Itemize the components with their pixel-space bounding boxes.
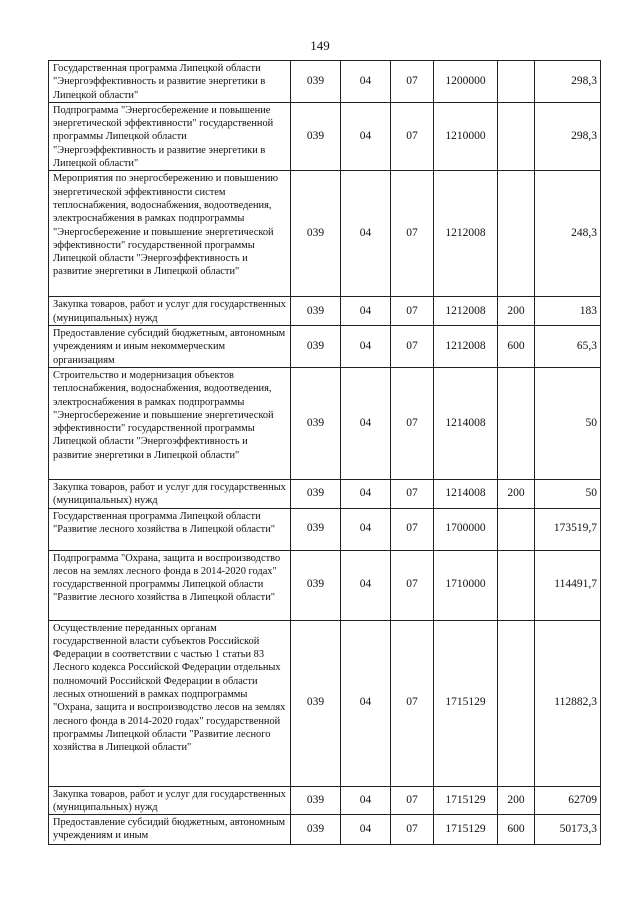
target-code: 1710000	[434, 550, 498, 620]
expense-type-code	[498, 61, 535, 103]
row-description: Строительство и модернизация объектов теплоснабжения, водоснабжения, водоотведения, электроснабжения в рамках подпрограммы "Энергосбережение и повышение энергетической эффективности" государственной программы Липецкой области "Энергоэффективность и развитие энергетики в Липецкой области"	[49, 367, 291, 479]
row-description: Закупка товаров, работ и услуг для государственных (муниципальных) нужд	[49, 297, 291, 326]
ministry-code: 039	[291, 297, 341, 326]
row-description: Подпрограмма "Энергосбережение и повышение энергетической эффективности" государственной программы Липецкой области "Энергоэффективность и развитие энергетики в Липецкой области"	[49, 102, 291, 170]
subsection-code: 07	[391, 325, 434, 367]
target-code: 1200000	[434, 61, 498, 103]
subsection-code: 07	[391, 297, 434, 326]
table-row	[49, 620, 601, 786]
ministry-code: 039	[291, 786, 341, 815]
amount: 298,3	[535, 61, 601, 103]
row-description: Подпрограмма "Охрана, защита и воспроизводство лесов на землях лесного фонда в 2014-2020 годах" государственной программы Липецкой области "Развитие лесного хозяйства в Липецкой области"	[49, 550, 291, 620]
target-code: 1715129	[434, 815, 498, 845]
row-description: Мероприятия по энергосбережению и повышению энергетической эффективности систем теплоснабжения, водоснабжения, водоотведения, электроснабжения в рамках подпрограммы "Энергосбережение и повышение энергетической эффективности" государственной программы Липецкой области "Энергоэффективность и развитие энергетики в Липецкой области"	[49, 171, 291, 297]
ministry-code: 039	[291, 620, 341, 786]
ministry-code: 039	[291, 61, 341, 103]
expense-type-code	[498, 102, 535, 170]
expense-type-code	[498, 367, 535, 479]
section-code: 04	[341, 620, 391, 786]
subsection-code: 07	[391, 815, 434, 845]
target-code: 1214008	[434, 479, 498, 508]
section-code: 04	[341, 815, 391, 845]
target-code: 1212008	[434, 297, 498, 326]
section-code: 04	[341, 367, 391, 479]
subsection-code: 07	[391, 171, 434, 297]
section-code: 04	[341, 61, 391, 103]
subsection-code: 07	[391, 102, 434, 170]
table-row	[49, 325, 601, 367]
ministry-code: 039	[291, 367, 341, 479]
ministry-code: 039	[291, 171, 341, 297]
table-row	[49, 508, 601, 550]
table-row	[49, 479, 601, 508]
subsection-code: 07	[391, 786, 434, 815]
ministry-code: 039	[291, 508, 341, 550]
subsection-code: 07	[391, 479, 434, 508]
ministry-code: 039	[291, 102, 341, 170]
subsection-code: 07	[391, 367, 434, 479]
amount: 50173,3	[535, 815, 601, 845]
row-description: Государственная программа Липецкой области "Развитие лесного хозяйства в Липецкой области"	[49, 508, 291, 550]
section-code: 04	[341, 297, 391, 326]
amount: 112882,3	[535, 620, 601, 786]
expense-type-code: 200	[498, 786, 535, 815]
expense-type-code	[498, 508, 535, 550]
amount: 65,3	[535, 325, 601, 367]
target-code: 1715129	[434, 620, 498, 786]
page-number: 149	[310, 38, 330, 53]
target-code: 1210000	[434, 102, 498, 170]
ministry-code: 039	[291, 815, 341, 845]
amount: 173519,7	[535, 508, 601, 550]
ministry-code: 039	[291, 550, 341, 620]
row-description: Закупка товаров, работ и услуг для государственных (муниципальных) нужд	[49, 786, 291, 815]
row-description: Предоставление субсидий бюджетным, автономным учреждениям и иным некоммерческим организациям	[49, 325, 291, 367]
table-row	[49, 297, 601, 326]
amount: 50	[535, 367, 601, 479]
row-description: Государственная программа Липецкой области "Энергоэффективность и развитие энергетики в Липецкой области"	[49, 61, 291, 103]
section-code: 04	[341, 479, 391, 508]
expense-type-code: 600	[498, 325, 535, 367]
subsection-code: 07	[391, 61, 434, 103]
amount: 50	[535, 479, 601, 508]
expense-type-code: 200	[498, 297, 535, 326]
subsection-code: 07	[391, 550, 434, 620]
row-description: Закупка товаров, работ и услуг для государственных (муниципальных) нужд	[49, 479, 291, 508]
subsection-code: 07	[391, 620, 434, 786]
target-code: 1214008	[434, 367, 498, 479]
section-code: 04	[341, 786, 391, 815]
target-code: 1212008	[434, 171, 498, 297]
expense-type-code	[498, 620, 535, 786]
section-code: 04	[341, 102, 391, 170]
amount: 248,3	[535, 171, 601, 297]
ministry-code: 039	[291, 479, 341, 508]
expense-type-code	[498, 550, 535, 620]
section-code: 04	[341, 325, 391, 367]
target-code: 1715129	[434, 786, 498, 815]
table-row	[49, 786, 601, 815]
table-row	[49, 815, 601, 845]
section-code: 04	[341, 171, 391, 297]
expense-type-code: 600	[498, 815, 535, 845]
table-row	[49, 102, 601, 170]
section-code: 04	[341, 508, 391, 550]
row-description: Предоставление субсидий бюджетным, автономным учреждениям и иным	[49, 815, 291, 845]
budget-table	[48, 60, 601, 845]
target-code: 1212008	[434, 325, 498, 367]
table-row	[49, 171, 601, 297]
expense-type-code: 200	[498, 479, 535, 508]
amount: 62709	[535, 786, 601, 815]
table-row	[49, 367, 601, 479]
subsection-code: 07	[391, 508, 434, 550]
expense-type-code	[498, 171, 535, 297]
table-row	[49, 550, 601, 620]
table-row	[49, 61, 601, 103]
ministry-code: 039	[291, 325, 341, 367]
amount: 114491,7	[535, 550, 601, 620]
amount: 183	[535, 297, 601, 326]
amount: 298,3	[535, 102, 601, 170]
section-code: 04	[341, 550, 391, 620]
target-code: 1700000	[434, 508, 498, 550]
row-description: Осуществление переданных органам государственной власти субъектов Российской Федерации в соответствии с частью 1 статьи 83 Лесного кодекса Российской Федерации отдельных полномочий Российской Федерации в области лесных отношений в рамках подпрограммы "Охрана, защита и воспроизводство лесов на землях лесного фонда в 2014-2020 годах" государственной программы Липецкой области "Развитие лесного хозяйства в Липецкой области"	[49, 620, 291, 786]
